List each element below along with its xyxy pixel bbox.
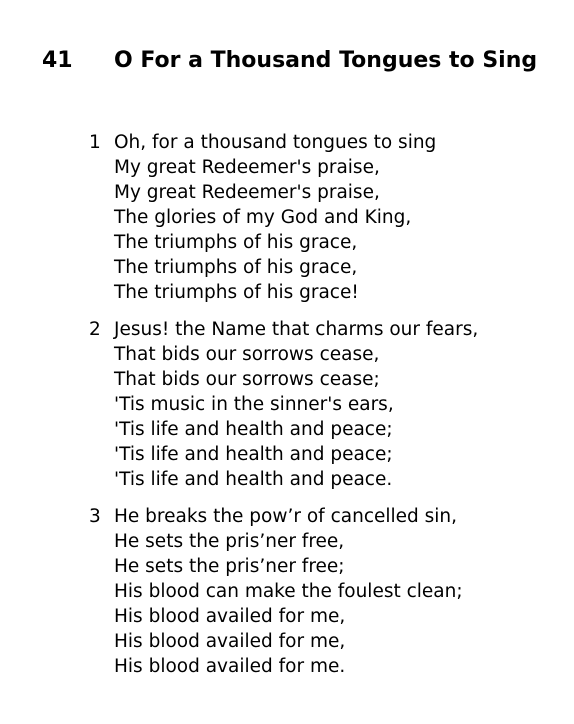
hymn-title: O For a Thousand Tongues to Sing xyxy=(114,48,538,73)
verse-line: 'Tis life and health and peace; xyxy=(114,419,393,440)
verse-line: His blood availed for me, xyxy=(114,606,346,627)
verse-2 xyxy=(89,317,478,492)
verse-line: His blood availed for me, xyxy=(114,631,346,652)
verse-line: My great Redeemer's praise, xyxy=(114,157,380,178)
verse-1 xyxy=(89,130,478,305)
verse-line: He breaks the pow’r of cancelled sin, xyxy=(114,506,458,527)
verse-line: He sets the pris’ner free, xyxy=(114,531,345,552)
hymn-header xyxy=(42,44,537,78)
verse-number: 2 xyxy=(89,319,101,340)
verse-line: 'Tis life and health and peace; xyxy=(114,444,393,465)
verse-line: 'Tis life and health and peace. xyxy=(114,469,393,490)
verse-line: Jesus! the Name that charms our fears, xyxy=(114,319,479,340)
verse-line: That bids our sorrows cease; xyxy=(114,369,380,390)
verse-line: His blood availed for me. xyxy=(114,656,346,677)
hymn-number: 41 xyxy=(42,48,73,73)
verse-number: 1 xyxy=(89,132,101,153)
verse-line: My great Redeemer's praise, xyxy=(114,182,380,203)
verse-line: That bids our sorrows cease, xyxy=(114,344,380,365)
verse-number: 3 xyxy=(89,506,101,527)
verse-line: The triumphs of his grace, xyxy=(114,232,358,253)
verse-line: 'Tis music in the sinner's ears, xyxy=(114,394,394,415)
verses xyxy=(89,130,478,691)
verse-line: The triumphs of his grace! xyxy=(114,282,359,303)
verse-line: Oh, for a thousand tongues to sing xyxy=(114,132,437,153)
verse-line: He sets the pris’ner free; xyxy=(114,556,345,577)
verse-line: The triumphs of his grace, xyxy=(114,257,358,278)
verse-line: His blood can make the foulest clean; xyxy=(114,581,463,602)
verse-line: The glories of my God and King, xyxy=(114,207,412,228)
verse-3 xyxy=(89,504,478,679)
